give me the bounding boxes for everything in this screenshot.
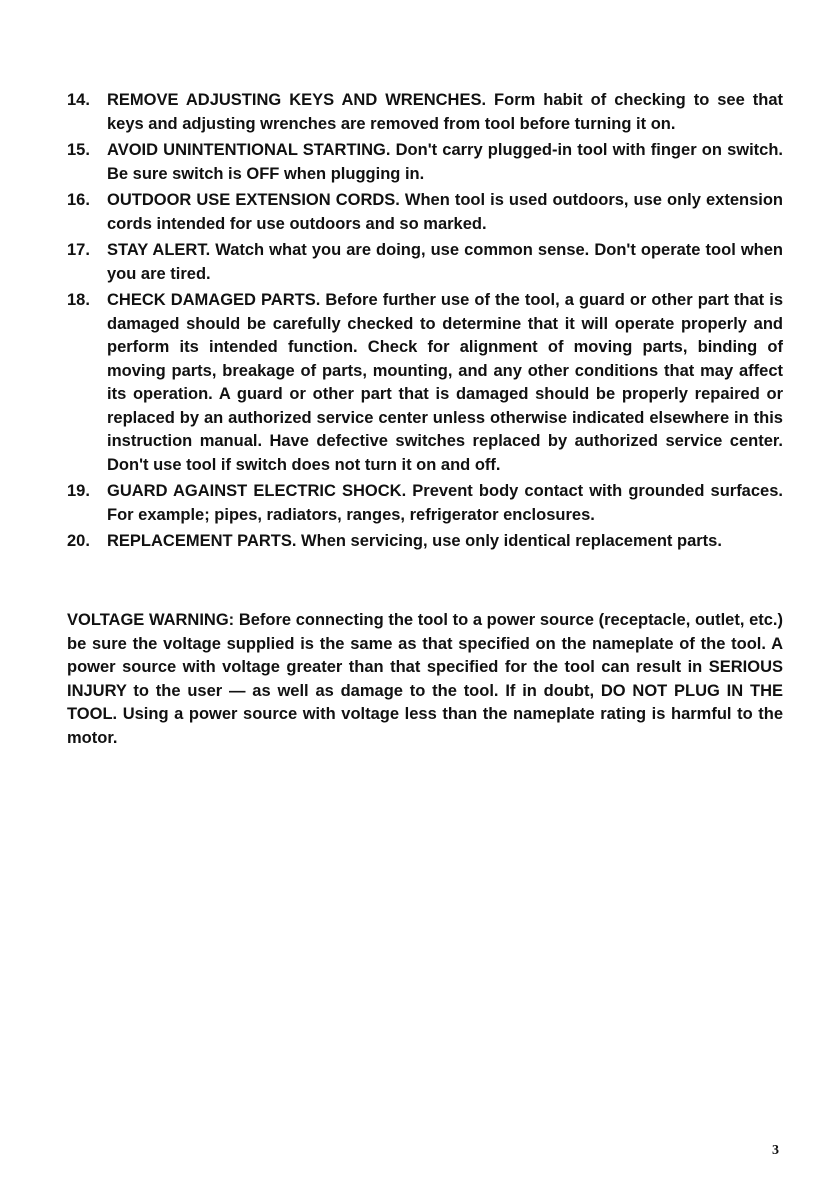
page-number: 3 [772, 1143, 779, 1158]
rule-heading: CHECK DAMAGED PARTS. [107, 291, 326, 309]
rule-number: 20. [67, 532, 90, 550]
safety-rule-19 [67, 480, 783, 527]
rule-heading: OUTDOOR USE EXTENSION CORDS. [107, 191, 405, 209]
safety-rule-20 [67, 530, 783, 554]
safety-rule-17 [67, 239, 783, 286]
rule-body: Don't carry plugged-in tool with finger on switch. Be sure switch is OFF when plugging in. [107, 141, 783, 183]
rule-body: Watch what you are doing, use common sense. Don't operate tool when you are tired. [107, 241, 784, 283]
safety-rule-15 [67, 139, 783, 186]
rule-body: Before further use of the tool, a guard or other part that is damaged should be carefully checked to determine that it will operate properly and perform its intended function. Check for alignment of moving parts, binding of moving parts, breakage of parts, mounting, and any other conditions that may affect its operation. A guard or other part that is damaged should be properly repaired or replaced by an authorized service center unless otherwise indicated elsewhere in this instruction manual. Have defective switches replaced by authorized service center. Don't use tool if switch does not turn it on and off. [107, 291, 783, 474]
rule-heading: GUARD AGAINST ELECTRIC SHOCK. [107, 482, 413, 500]
rule-heading: STAY ALERT. [107, 241, 216, 259]
rule-number: 16. [67, 191, 90, 209]
rule-heading: AVOID UNINTENTIONAL STARTING. [107, 141, 396, 159]
rule-number: 14. [67, 91, 90, 109]
rule-number: 18. [67, 291, 90, 309]
rule-number: 19. [67, 482, 90, 500]
rule-body: When tool is used outdoors, use only extension cords intended for use outdoors and so marked. [107, 191, 783, 233]
voltage-warning-paragraph: VOLTAGE WARNING: Before connecting the tool to a power source (receptacle, outlet, etc.) be sure the voltage supplied is the same as that specified on the nameplate of the tool. A power source with voltage greater than that specified for the tool can result in SERIOUS INJURY to the user — as well as damage to the tool. If in doubt, DO NOT PLUG IN THE TOOL. Using a power source with voltage less than the nameplate rating is harmful to the motor. [67, 611, 783, 747]
safety-rule-16 [67, 189, 783, 236]
rule-heading: REPLACEMENT PARTS. [107, 532, 302, 550]
safety-rule-18 [67, 289, 783, 477]
rule-body: Prevent body contact with grounded surfaces. For example; pipes, radiators, ranges, refrigerator enclosures. [107, 482, 783, 524]
safety-rule-14 [67, 89, 783, 136]
rule-number: 17. [67, 241, 90, 259]
rule-body: Form habit of checking to see that keys and adjusting wrenches are removed from tool before turning it on. [107, 91, 783, 133]
rule-number: 15. [67, 141, 90, 159]
rule-heading: REMOVE ADJUSTING KEYS AND WRENCHES. [107, 91, 495, 109]
rule-body: When servicing, use only identical replacement parts. [301, 532, 722, 550]
safety-rules-list [67, 89, 783, 557]
